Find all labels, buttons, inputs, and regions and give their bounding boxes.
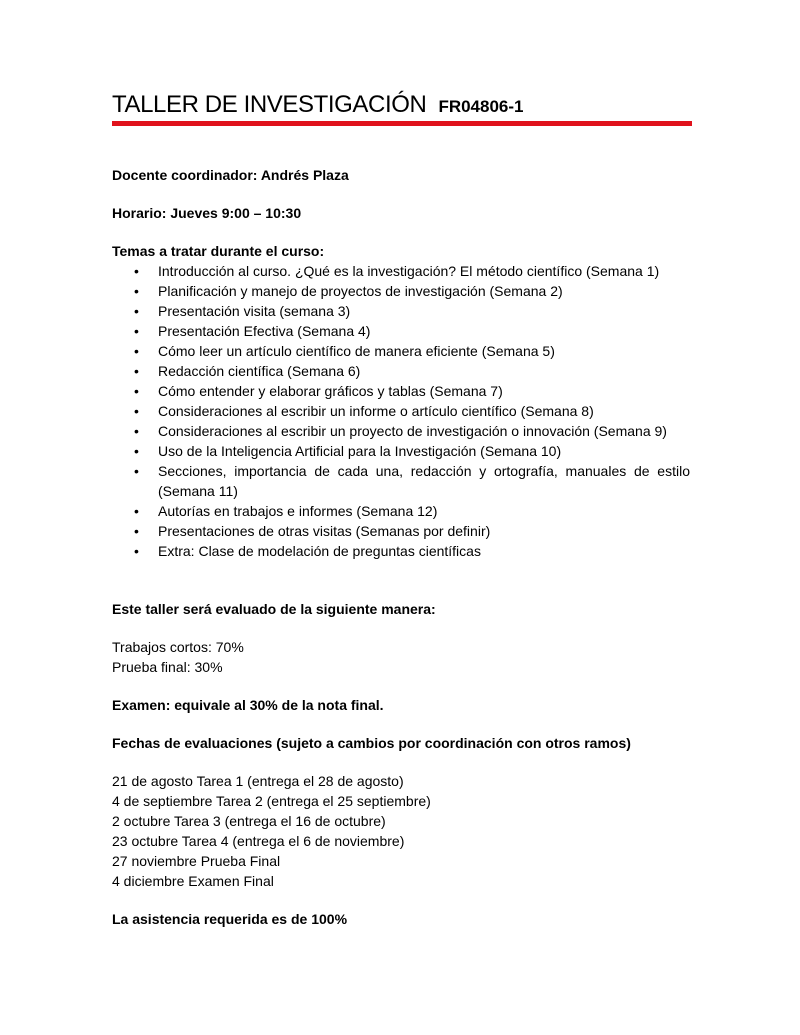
course-title: TALLER DE INVESTIGACIÓN xyxy=(112,91,427,118)
evaluation-short-work: Trabajos cortos: 70% xyxy=(112,639,244,655)
date-item: 4 de septiembre Tarea 2 (entrega el 25 septiembre) xyxy=(112,793,431,809)
topic-item: • Redacción científica (Semana 6) xyxy=(112,361,690,381)
topic-item: • Consideraciones al escribir un proyecto de investigación o innovación (Semana 9) xyxy=(112,421,690,441)
attendance-line: La asistencia requerida es de 100% xyxy=(112,911,348,927)
dates-heading: Fechas de evaluaciones (sujeto a cambios por coordinación con otros ramos) xyxy=(112,735,631,751)
exam-line: Examen: equivale al 30% de la nota final. xyxy=(112,697,384,713)
page-title xyxy=(112,90,692,122)
topic-item: • Uso de la Inteligencia Artificial para la Investigación (Semana 10) xyxy=(112,441,690,461)
spacer xyxy=(112,561,690,599)
topic-item: • Cómo entender y elaborar gráficos y tablas (Semana 7) xyxy=(112,381,690,401)
date-item: 21 de agosto Tarea 1 (entrega el 28 de agosto) xyxy=(112,773,404,789)
coordinator-line: Docente coordinador: Andrés Plaza xyxy=(112,167,349,183)
title-block xyxy=(112,90,692,122)
topic-item: • Presentación visita (semana 3) xyxy=(112,301,690,321)
topic-item: • Consideraciones al escribir un informe o artículo científico (Semana 8) xyxy=(112,401,690,421)
topics-list xyxy=(112,261,690,561)
evaluation-heading: Este taller será evaluado de la siguiente manera: xyxy=(112,601,436,617)
date-item: 2 octubre Tarea 3 (entrega el 16 de octubre) xyxy=(112,813,386,829)
title-underline xyxy=(112,121,692,126)
course-code: FR04806-1 xyxy=(438,97,524,116)
topic-item: • Presentación Efectiva (Semana 4) xyxy=(112,321,690,341)
topic-item: • Autorías en trabajos e informes (Semana 12) xyxy=(112,501,690,521)
evaluation-final-test: Prueba final: 30% xyxy=(112,659,223,675)
topics-heading: Temas a tratar durante el curso: xyxy=(112,243,325,259)
date-item: 27 noviembre Prueba Final xyxy=(112,853,281,869)
topic-item: • Planificación y manejo de proyectos de investigación (Semana 2) xyxy=(112,281,690,301)
schedule-line: Horario: Jueves 9:00 – 10:30 xyxy=(112,205,302,221)
topic-item: • Presentaciones de otras visitas (Semanas por definir) xyxy=(112,521,690,541)
date-item: 23 octubre Tarea 4 (entrega el 6 de noviembre) xyxy=(112,833,405,849)
document-body xyxy=(112,165,690,929)
topic-item: • Secciones, importancia de cada una, redacción y ortografía, manuales de estilo (Semana 11) xyxy=(112,461,690,501)
topic-item: • Introducción al curso. ¿Qué es la investigación? El método científico (Semana 1) xyxy=(112,261,690,281)
date-item: 4 diciembre Examen Final xyxy=(112,873,274,889)
topic-item: • Cómo leer un artículo científico de manera eficiente (Semana 5) xyxy=(112,341,690,361)
topic-item: • Extra: Clase de modelación de preguntas científicas xyxy=(112,541,690,561)
